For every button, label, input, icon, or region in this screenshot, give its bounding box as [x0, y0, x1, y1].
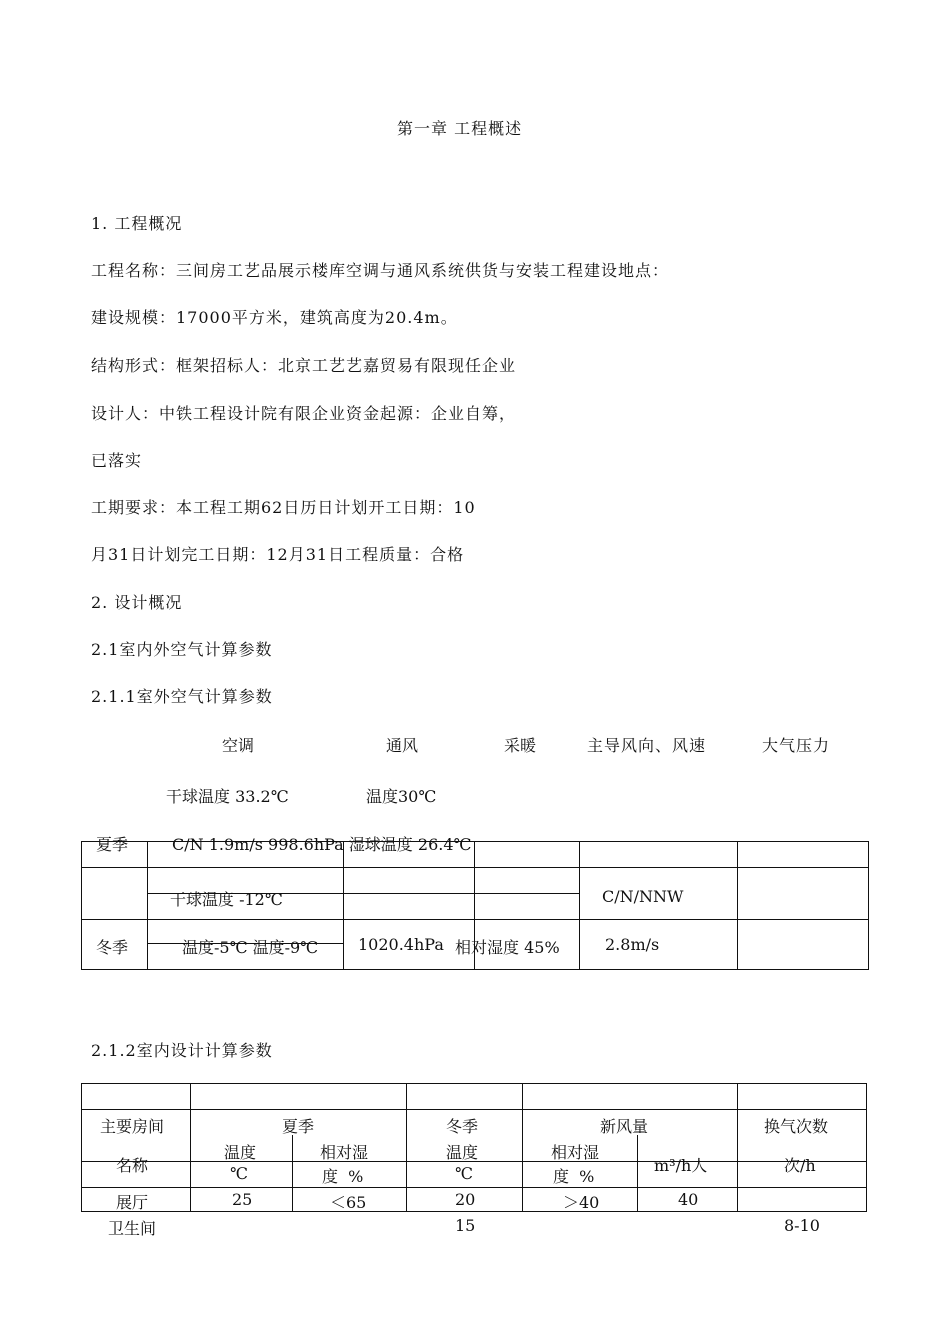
winter-pressure: 1020.4hPa	[358, 935, 444, 954]
col-summer: 夏季	[282, 1117, 315, 1136]
row-room: 卫生间	[108, 1219, 157, 1238]
summer-vent-temp: 温度30℃	[366, 787, 437, 806]
summer-wind-pressure-wet: C/N 1.9m/s 998.6hPa 湿球温度 26.4℃	[172, 835, 472, 854]
col-summer-rh: 相对湿	[320, 1143, 369, 1162]
col-winter-rh: 相对湿	[551, 1143, 600, 1162]
funding-line: 已落实	[91, 451, 143, 470]
row-winter-temp: 15	[455, 1216, 476, 1235]
col-air-changes-unit: 次/h	[784, 1156, 816, 1175]
row-summer-rh: ＜65	[330, 1193, 367, 1212]
header-heating: 采暖	[504, 736, 537, 755]
winter-rh: 相对湿度 45%	[455, 938, 560, 957]
summer-label: 夏季	[96, 835, 129, 854]
col-fresh-air: 新风量	[600, 1117, 649, 1136]
col-winter-temp: 温度	[446, 1143, 479, 1162]
winter-label: 冬季	[96, 938, 129, 957]
scale-line: 建设规模：17000平方米，建筑高度为20.4m。	[91, 308, 458, 327]
winter-temps: 温度-5℃ 温度-9℃	[182, 938, 319, 957]
header-ac: 空调	[222, 736, 255, 755]
col-room-2: 名称	[116, 1156, 149, 1175]
col-fresh-air-unit: m³/h人	[654, 1156, 708, 1175]
section-heading-2-1-1: 2.1.1室外空气计算参数	[91, 687, 273, 706]
designer-line: 设计人：中铁工程设计院有限企业资金起源：企业自筹，	[91, 404, 517, 423]
header-wind: 主导风向、风速	[587, 736, 707, 755]
col-air-changes: 换气次数	[764, 1117, 829, 1136]
row-fresh: 40	[678, 1190, 699, 1209]
row-winter-temp: 20	[455, 1190, 476, 1209]
winter-wind-direction: C/N/NNW	[602, 887, 684, 906]
header-ventilation: 通风	[386, 736, 419, 755]
col-winter-temp-unit: ℃	[455, 1164, 473, 1183]
row-summer-temp: 25	[232, 1190, 253, 1209]
col-summer-temp: 温度	[224, 1143, 257, 1162]
row-air-changes: 8-10	[784, 1216, 820, 1235]
chapter-title: 第一章 工程概述	[397, 119, 523, 138]
schedule-line-2: 月31日计划完工日期：12月31日工程质量：合格	[91, 545, 465, 564]
project-name-line: 工程名称：三间房工艺品展示楼库空调与通风系统供货与安装工程建设地点：	[91, 261, 670, 280]
schedule-line-1: 工期要求：本工程工期62日历日计划开工日期：10	[91, 498, 476, 517]
winter-wind-speed: 2.8m/s	[605, 935, 660, 954]
col-summer-rh-unit: 度 %	[322, 1167, 364, 1186]
summer-dry-bulb: 干球温度 33.2℃	[166, 787, 289, 806]
winter-dry-bulb: 干球温度 -12℃	[170, 890, 283, 909]
col-summer-temp-unit: ℃	[230, 1164, 248, 1183]
row-room: 展厅	[116, 1193, 149, 1212]
col-winter: 冬季	[446, 1117, 479, 1136]
row-winter-rh: ＞40	[563, 1193, 600, 1212]
section-heading-2-1: 2.1室内外空气计算参数	[91, 640, 273, 659]
col-room: 主要房间	[100, 1117, 165, 1136]
section-heading-2: 2. 设计概况	[91, 593, 183, 612]
header-pressure: 大气压力	[762, 736, 831, 755]
structure-line: 结构形式：框架招标人：北京工艺艺嘉贸易有限现任企业	[91, 356, 517, 375]
col-winter-rh-unit: 度 %	[553, 1167, 595, 1186]
section-heading-2-1-2: 2.1.2室内设计计算参数	[91, 1041, 273, 1060]
section-heading-1: 1. 工程概况	[91, 214, 183, 233]
